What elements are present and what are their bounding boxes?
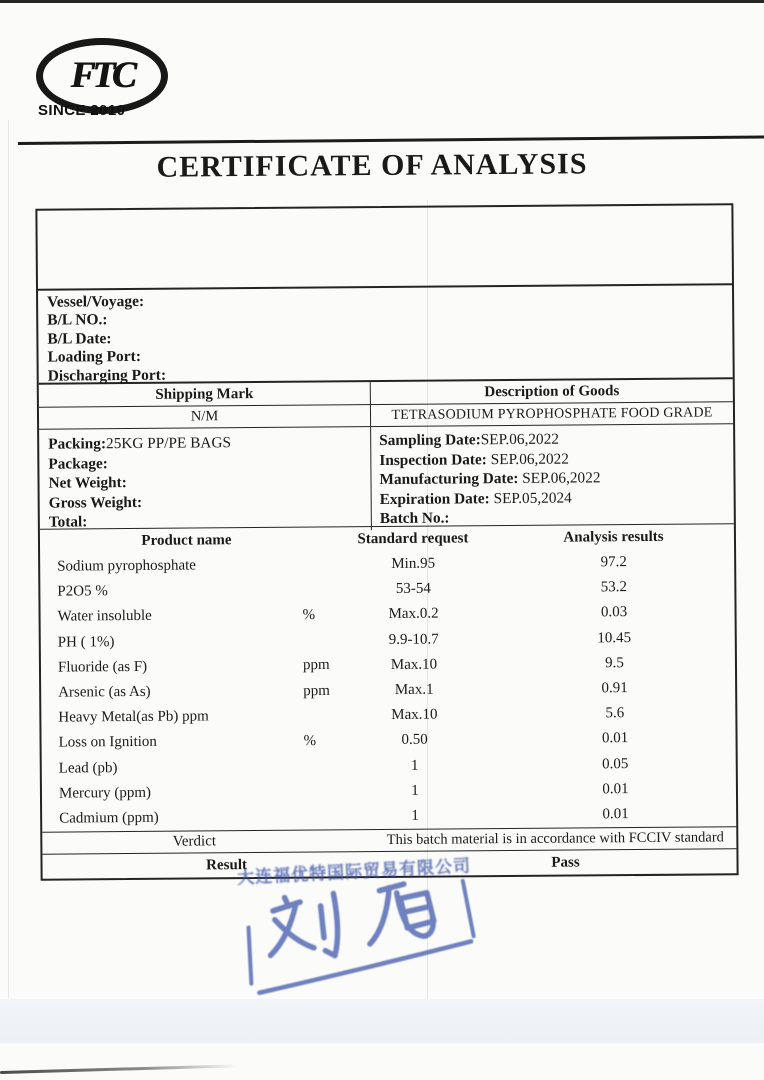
- analysis-result-value: 0.01: [601, 730, 629, 747]
- analysis-result-value: 0.05: [602, 755, 629, 772]
- empty-header-box: [37, 205, 732, 290]
- company-stamp-text: 大连福优特国际贸易有限公司: [236, 856, 472, 888]
- shipment-field-label: Loading Port:: [47, 348, 142, 366]
- analysis-result-value: 0.01: [602, 780, 629, 798]
- standard-request-value: Max.10: [391, 706, 438, 724]
- analysis-result-value: 5.6: [605, 705, 625, 722]
- packing-field-label: Gross Weight:: [48, 493, 143, 512]
- product-unit: %: [302, 607, 316, 624]
- dates-info-block: [371, 424, 734, 530]
- result-label: Result: [206, 856, 248, 873]
- analysis-result-value: 10.45: [597, 629, 632, 647]
- shipping-mark-header: Shipping Mark: [39, 382, 371, 407]
- product-name: PH ( 1%): [57, 633, 115, 651]
- date-field-label: Sampling Date:: [379, 431, 481, 450]
- date-field-value: SEP.06,2022: [480, 430, 560, 449]
- packing-field-line: [48, 432, 370, 454]
- analysis-result-value: 0.03: [600, 604, 628, 621]
- packing-field-label: Net Weight:: [48, 474, 127, 492]
- scan-bottom-streak: [0, 1064, 238, 1074]
- analysis-rows-block: [40, 549, 736, 832]
- shipment-field-label: Discharging Port:: [47, 366, 167, 385]
- shipping-mark-value: N/M: [39, 405, 371, 429]
- date-field-label: Inspection Date:: [379, 450, 487, 469]
- analysis-result-value: 53.2: [600, 579, 628, 596]
- product-name: Arsenic (as As): [58, 683, 151, 701]
- shipment-info-block: [38, 285, 733, 384]
- product-name: P2O5 %: [57, 583, 108, 600]
- standard-request-value: 1: [411, 807, 419, 824]
- date-field-value: SEP.06,2022: [486, 450, 569, 468]
- product-name: Cadmium (ppm): [59, 809, 159, 827]
- packing-info-block: [39, 427, 372, 533]
- product-name: Water insoluble: [57, 608, 152, 626]
- name-stamp: [237, 868, 482, 1004]
- packing-field-label: Package:: [48, 454, 108, 473]
- name-stamp-characters-icon: [237, 868, 482, 1004]
- analysis-results-header: Analysis results: [563, 528, 664, 546]
- standard-request-value: 1: [411, 782, 419, 799]
- packing-field-line: [49, 511, 371, 533]
- standard-request-value: Max.10: [390, 656, 438, 673]
- description-of-goods-value: TETRASODIUM PYROPHOSPHATE FOOD GRADE: [391, 404, 713, 423]
- date-field-value: SEP.05,2024: [489, 489, 572, 507]
- product-name: Mercury (ppm): [58, 784, 152, 802]
- product-unit: ppm: [303, 682, 330, 699]
- analysis-result-value: 97.2: [600, 554, 627, 571]
- certificate-table: [35, 203, 738, 881]
- analysis-result-value: 0.91: [601, 680, 628, 697]
- standard-request-value: Max.1: [394, 681, 434, 698]
- standard-request-header: Standard request: [357, 530, 469, 548]
- product-name: Fluoride (as F): [57, 658, 148, 676]
- product-name: Sodium pyrophosphate: [57, 557, 196, 575]
- packing-field-label: Total:: [48, 513, 88, 532]
- shipment-field-label: B/L Date:: [47, 329, 112, 348]
- product-name-header: Product name: [141, 532, 232, 549]
- date-field-label: Batch No.:: [379, 509, 450, 528]
- date-field-line: [380, 507, 734, 529]
- packing-field-value: 25KG PP/PE BAGS: [105, 434, 232, 453]
- title-divider-line: [18, 135, 764, 144]
- result-value: Pass: [551, 854, 580, 871]
- standard-request-value: 9.9-10.7: [388, 631, 439, 648]
- standard-request-value: Min.95: [391, 555, 436, 573]
- packing-dates-row: [39, 424, 734, 532]
- product-unit: %: [303, 732, 317, 750]
- date-field-label: Manufacturing Date:: [379, 470, 519, 489]
- analysis-result-value: 0.01: [602, 806, 629, 823]
- scan-bottom-band: [0, 999, 764, 1043]
- product-name: Loss on Ignition: [58, 734, 157, 751]
- verdict-text: This batch material is in accordance with FCCIV standard: [386, 829, 724, 849]
- shipment-field-label: B/L NO.:: [47, 311, 108, 330]
- product-name: Heavy Metal(as Pb) ppm: [58, 708, 209, 726]
- shipment-field-label: Vessel/Voyage:: [47, 292, 145, 311]
- verdict-label: Verdict: [172, 833, 217, 850]
- date-field-value: SEP.06,2022: [518, 469, 601, 488]
- standard-request-value: 53-54: [395, 580, 431, 598]
- standard-request-value: 0.50: [401, 732, 428, 749]
- packing-field-label: Packing:: [48, 435, 107, 453]
- standard-request-value: Max.0.2: [388, 606, 439, 623]
- packing-field-line: [48, 471, 370, 493]
- product-name: Lead (pb): [58, 759, 118, 777]
- analysis-result-value: 9.5: [605, 654, 624, 672]
- scan-edge-top: [0, 0, 764, 3]
- logo-tagline: SINCE 2010: [38, 102, 126, 119]
- packing-field-line: [48, 452, 370, 474]
- product-unit: ppm: [302, 657, 330, 674]
- scan-edge-left: [8, 120, 9, 1000]
- packing-field-line: [49, 491, 371, 513]
- date-field-label: Expiration Date:: [379, 489, 490, 508]
- standard-request-value: 1: [410, 757, 419, 774]
- page-title: CERTIFICATE OF ANALYSIS: [156, 147, 588, 184]
- company-logo-text: FTC: [70, 54, 134, 96]
- description-of-goods-header: Description of Goods: [484, 382, 620, 400]
